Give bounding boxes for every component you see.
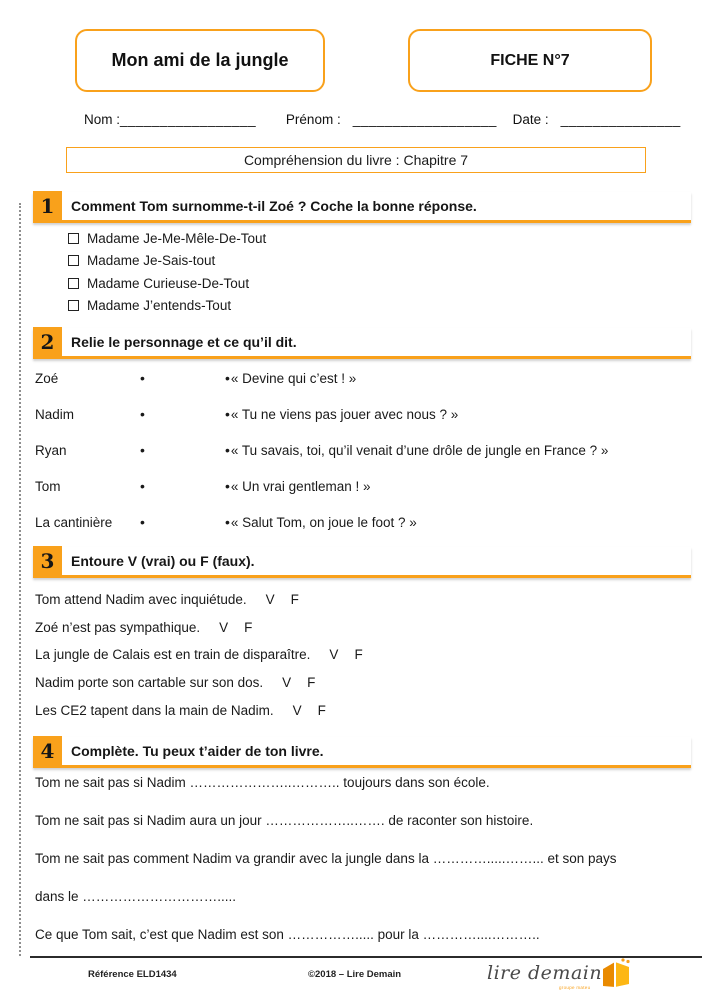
firstname-label: Prénom : xyxy=(285,112,341,127)
fiche-number-box xyxy=(408,29,652,92)
lire-demain-logo xyxy=(487,959,647,997)
statement-text: Zoé n’est pas sympathique. xyxy=(35,619,201,635)
statement-text: Tom attend Nadim avec inquiétude. xyxy=(35,592,247,608)
bullet-icon: • xyxy=(140,442,145,458)
character-name: La cantinière xyxy=(35,514,113,530)
fill-in-line: Tom ne sait pas si Nadim aura un jour ………………..……. de raconter son histoire. xyxy=(35,813,534,828)
question-2-number-badge: 2 xyxy=(33,327,62,358)
question-3-header xyxy=(33,547,691,578)
name-blank: _________________ xyxy=(120,112,257,127)
statement-text: Nadim porte son cartable sur son dos. xyxy=(35,675,264,691)
date-blank: _______________ xyxy=(560,112,681,127)
character-quote: « Tu savais, toi, qu’il venait d’une drôle de jungle en France ? » xyxy=(230,442,609,458)
identity-row xyxy=(84,112,681,127)
checkbox-icon xyxy=(68,233,79,244)
bullet-icon: • xyxy=(140,370,145,386)
faux-letter: F xyxy=(290,592,299,608)
character-quote: « Salut Tom, on joue le foot ? » xyxy=(230,514,417,530)
question-4-header xyxy=(33,737,691,768)
fiche-number: FICHE N°7 xyxy=(490,51,570,69)
bullet-icon: • xyxy=(225,442,230,458)
matching-row xyxy=(35,360,691,396)
vrai-letter: V xyxy=(329,647,339,663)
question-2-matching xyxy=(35,360,691,540)
faux-letter: F xyxy=(354,647,363,663)
question-4-fill-in xyxy=(35,772,693,962)
bullet-icon: • xyxy=(140,406,145,422)
footer-copyright: ©2018 – Lire Demain xyxy=(308,969,402,980)
fill-in-line: Tom ne sait pas comment Nadim va grandir avec la jungle dans la ………….....……... et son pays xyxy=(35,851,617,866)
faux-letter: F xyxy=(307,675,316,691)
subtitle-box xyxy=(66,147,646,173)
fill-in-line: Tom ne sait pas si Nadim …………………..……….. toujours dans son école. xyxy=(35,775,490,790)
matching-row xyxy=(35,468,691,504)
bullet-icon: • xyxy=(140,514,145,530)
bullet-icon: • xyxy=(225,514,230,530)
question-3-title: Entoure V (vrai) ou F (faux). xyxy=(71,553,255,569)
character-name: Zoé xyxy=(35,370,59,386)
vrai-letter: V xyxy=(292,702,302,718)
faux-letter: F xyxy=(317,702,326,718)
open-book-icon xyxy=(597,957,635,998)
matching-row xyxy=(35,396,691,432)
bullet-icon: • xyxy=(140,478,145,494)
book-title-box xyxy=(75,29,325,92)
checkbox-icon xyxy=(68,255,79,266)
question-1-header xyxy=(33,192,691,223)
question-1-title: Comment Tom surnomme-t-il Zoé ? Coche la bonne réponse. xyxy=(71,198,477,214)
question-1-number-badge: 1 xyxy=(33,191,62,222)
footer-reference: Référence ELD1434 xyxy=(88,969,177,980)
question-1-options xyxy=(68,227,668,317)
subtitle-text: Compréhension du livre : Chapitre 7 xyxy=(243,152,469,168)
character-name: Tom xyxy=(35,478,61,494)
matching-row xyxy=(35,432,691,468)
option-label: Madame Curieuse-De-Tout xyxy=(87,275,250,291)
character-quote: « Tu ne viens pas jouer avec nous ? » xyxy=(230,406,459,422)
logo-subtext: groupe mateu xyxy=(559,985,591,990)
character-quote: « Devine qui c’est ! » xyxy=(230,370,357,386)
character-quote: « Un vrai gentleman ! » xyxy=(230,478,371,494)
question-4-number-badge: 4 xyxy=(33,736,62,767)
question-3-number-badge: 3 xyxy=(33,546,62,577)
vrai-letter: V xyxy=(265,592,275,608)
vrai-letter: V xyxy=(219,619,229,635)
dotted-cut-line xyxy=(19,203,21,956)
option-label: Madame Je-Me-Mêle-De-Tout xyxy=(87,230,267,246)
question-3-truefalse xyxy=(35,586,691,724)
vrai-letter: V xyxy=(282,675,292,691)
character-name: Nadim xyxy=(35,406,75,422)
truefalse-row xyxy=(35,696,691,724)
truefalse-row xyxy=(35,669,691,697)
name-label: Nom : xyxy=(84,112,121,127)
statement-text: La jungle de Calais est en train de disparaître. xyxy=(35,647,311,663)
fill-in-line: Ce que Tom sait, c’est que Nadim est son ……………..... pour la …………....……….. xyxy=(35,927,540,942)
option-row xyxy=(68,272,668,295)
checkbox-icon xyxy=(68,278,79,289)
truefalse-row xyxy=(35,614,691,642)
checkbox-icon xyxy=(68,300,79,311)
faux-letter: F xyxy=(244,619,253,635)
option-label: Madame J’entends-Tout xyxy=(87,298,232,314)
bullet-icon: • xyxy=(225,478,230,494)
option-label: Madame Je-Sais-tout xyxy=(87,253,216,269)
question-4-title: Complète. Tu peux t’aider de ton livre. xyxy=(71,743,324,759)
question-2-title: Relie le personnage et ce qu’il dit. xyxy=(71,334,297,350)
fill-in-line: dans le …………………………..... xyxy=(35,889,237,904)
option-row xyxy=(68,295,668,318)
bullet-icon: • xyxy=(225,370,230,386)
bullet-icon: • xyxy=(225,406,230,422)
statement-text: Les CE2 tapent dans la main de Nadim. xyxy=(35,702,274,718)
firstname-blank: __________________ xyxy=(352,112,497,127)
book-title: Mon ami de la jungle xyxy=(111,50,289,70)
logo-wordmark: lire demain xyxy=(487,962,603,984)
date-label: Date : xyxy=(512,112,549,127)
option-row xyxy=(68,250,668,273)
character-name: Ryan xyxy=(35,442,67,458)
option-row xyxy=(68,227,668,250)
truefalse-row xyxy=(35,641,691,669)
matching-row xyxy=(35,504,691,540)
question-2-header xyxy=(33,328,691,359)
truefalse-row xyxy=(35,586,691,614)
